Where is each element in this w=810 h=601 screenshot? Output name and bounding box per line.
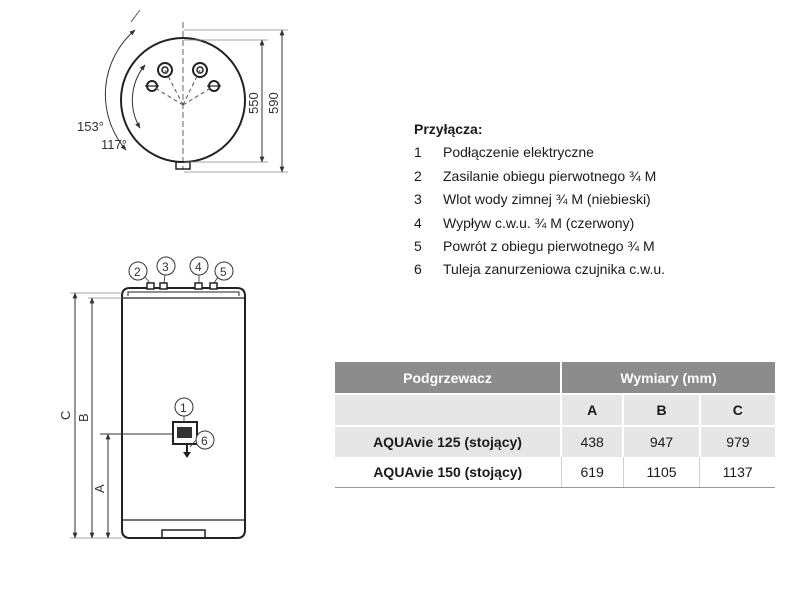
sub-header-c: C [700, 394, 775, 426]
col-header-model: Podgrzewacz [335, 362, 561, 394]
pipe-top-left [158, 63, 172, 77]
svg-text:3: 3 [162, 260, 169, 274]
svg-text:6: 6 [201, 434, 208, 448]
callout-2 [129, 262, 150, 283]
dimensions-table [335, 362, 775, 488]
svg-text:5: 5 [220, 265, 227, 279]
angle-label-inner: 117° [101, 137, 127, 152]
connections-legend [414, 118, 665, 282]
legend-item: 6 Tuleja zanurzeniowa czujnika c.w.u. [414, 261, 666, 278]
sub-header-empty [335, 394, 561, 426]
legend-item: 3 Wlot wody zimnej ¾ M (niebieski) [414, 191, 651, 208]
dim-label-b: B [76, 413, 91, 422]
svg-text:2: 2 [134, 265, 141, 279]
dim-label-550: 550 [246, 92, 261, 114]
legend-title: Przyłącza: [414, 121, 483, 137]
legend-item: 2 Zasilanie obiegu pierwotnego ¾ M [414, 167, 657, 184]
dim-label-590: 590 [266, 92, 281, 114]
sub-header-a: A [561, 394, 623, 426]
callout-5 [214, 262, 233, 283]
callout-4 [190, 257, 208, 283]
angle-arc-inner [132, 65, 145, 128]
svg-text:1: 1 [180, 401, 187, 415]
legend-item: 5 Powrót z obiegu pierwotnego ¾ M [414, 238, 655, 255]
table-row: AQUAvie 150 (stojący) 619 1105 1137 [335, 457, 775, 488]
legend-item: 1 Podłączenie elektryczne [414, 144, 594, 161]
col-header-dims: Wymiary (mm) [561, 362, 775, 394]
table-row: AQUAvie 125 (stojący) 438 947 979 [335, 426, 775, 457]
side-view [58, 257, 245, 538]
angle-label-outer: 153° [77, 119, 104, 134]
legend-item: 4 Wypływ c.w.u. ¾ M (czerwony) [414, 214, 635, 231]
callout-3 [157, 257, 175, 283]
top-view [77, 10, 288, 172]
svg-text:4: 4 [195, 260, 202, 274]
dim-label-a: A [92, 484, 107, 493]
dim-label-c: C [58, 410, 73, 420]
sub-header-b: B [623, 394, 699, 426]
